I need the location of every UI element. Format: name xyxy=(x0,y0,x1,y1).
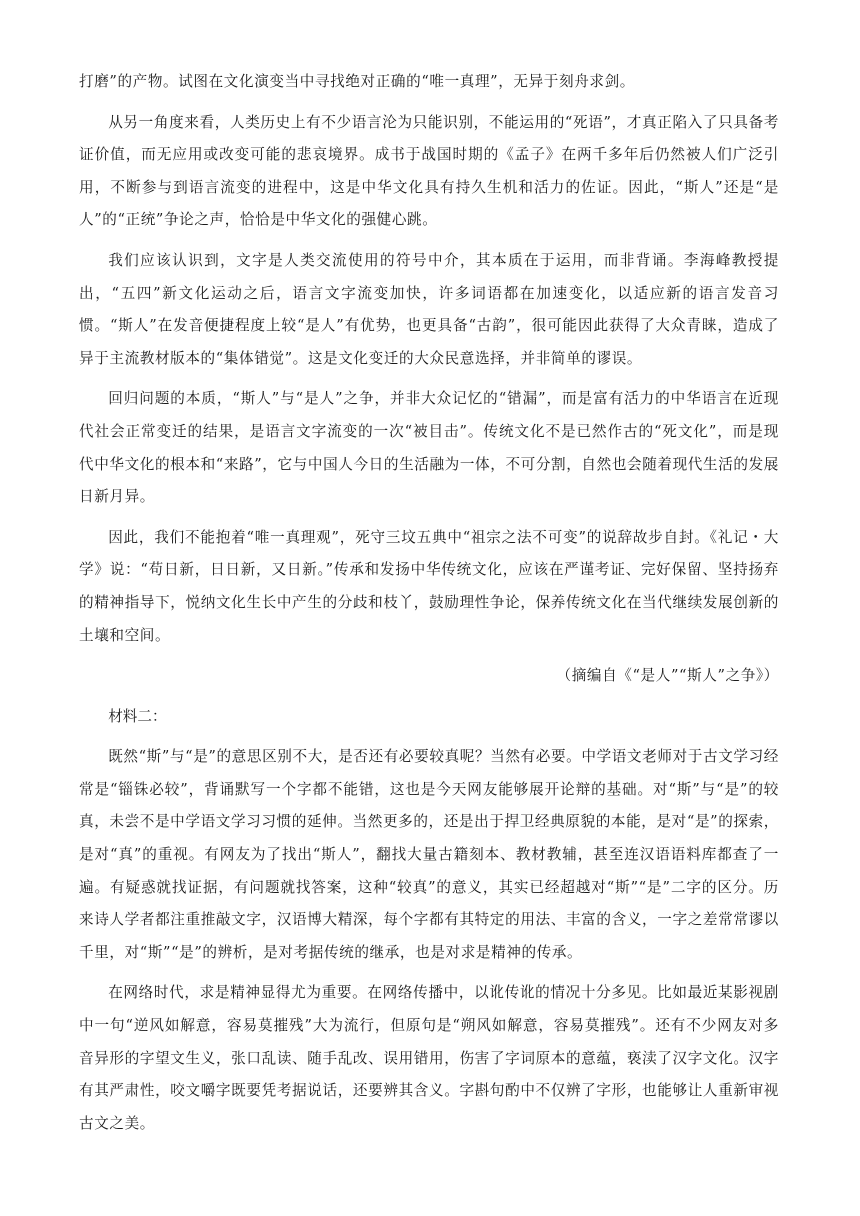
material-two-paragraph-1: 既然“斯”与“是”的意思区别不大，是否还有必要较真呢？当然有必要。中学语文老师对于古文学习经常是“锱铢必较”，背诵默写一个字都不能错，这也是今天网友能够展开论辩的基础。对“斯”与“是”的较真，未尝不是中学语文学习习惯的延伸。当然更多的，还是出于捍卫经典原貌的本能，是对“是”的探索，是对“真”的重视。有网友为了找出“斯人”，翻找大量古籍刻本、教材教辅，甚至连汉语语料库都查了一遍。有疑惑就找证据，有问题就找答案，这种“较真”的意义，其实已经超越对“斯”“是”二字的区分。历来诗人学者都注重推敲文字，汉语博大精深，每个字都有其特定的用法、丰富的含义，一字之差常常谬以千里，对“斯”“是”的辨析，是对考据传统的继承，也是对求是精神的传承。 xyxy=(79,748,779,961)
paragraph-5: 因此，我们不能抱着“唯一真理观”，死守三坟五典中“祖宗之法不可变”的说辞故步自封。《礼记・大学》说：“苟日新，日日新，又日新。”传承和发扬中华传统文化，应该在严谨考证、完好保留、坚持扬弃的精神指导下，悦纳文化生长中产生的分歧和枝丫，鼓励理性争论，保养传统文化在当代继续发展创新的土壤和空间。 xyxy=(79,528,779,644)
source-citation: （摘编自《“是人”“斯人”之争》） xyxy=(556,667,779,685)
material-two-label: 材料二： xyxy=(108,707,167,725)
paragraph-4: 回归问题的本质，“斯人”与“是人”之争，并非大众记忆的“错漏”，而是富有活力的中华语言在近现代社会正常变迁的结果，是语言文字流变的一次“被目击”。传统文化不是已然作古的“死文化”，而是现代中华文化的根本和“来路”，它与中国人今日的生活融为一体，不可分割，自然也会随着现代生活的发展日新月异。 xyxy=(79,390,779,506)
document-page xyxy=(79,66,779,1148)
material-two-paragraph-2: 在网络时代，求是精神显得尤为重要。在网络传播中，以讹传讹的情况十分多见。比如最近某影视剧中一句“逆风如解意，容易莫摧残”大为流行，但原句是“朔风如解意，容易莫摧残”。还有不少网友对多音异形的字望文生义，张口乱读、随手乱改、误用错用，伤害了字词原本的意蕴，亵渎了汉字文化。汉字有其严肃性，咬文嚼字既要凭考据说话，还要辨其含义。字斟句酌中不仅辨了字形，也能够让人重新审视古文之美。 xyxy=(79,984,779,1132)
paragraph-3: 我们应该认识到，文字是人类交流使用的符号中介，其本质在于运用，而非背诵。李海峰教授提出，“五四”新文化运动之后，语言文字流变加快，许多词语都在加速变化，以适应新的语言发音习惯。“斯人”在发音便捷程度上较“是人”有优势，也更具备“古韵”，很可能因此获得了大众青睐，造成了异于主流教材版本的“集体错觉”。这是文化变迁的大众民意选择，并非简单的谬误。 xyxy=(79,251,779,367)
paragraph-1: 打磨”的产物。试图在文化演变当中寻找绝对正确的“唯一真理”，无异于刻舟求剑。 xyxy=(79,73,635,90)
paragraph-2: 从另一角度来看，人类历史上有不少语言沦为只能识别，不能运用的“死语”，才真正陷入了只具备考证价值，而无应用或改变可能的悲哀境界。成书于战国时期的《孟子》在两千多年后仍然被人们广泛引用，不断参与到语言流变的进程中，这是中华文化具有持久生机和活力的佐证。因此，“斯人”还是“是人”的“正统”争论之声，恰恰是中华文化的强健心跳。 xyxy=(79,113,779,229)
